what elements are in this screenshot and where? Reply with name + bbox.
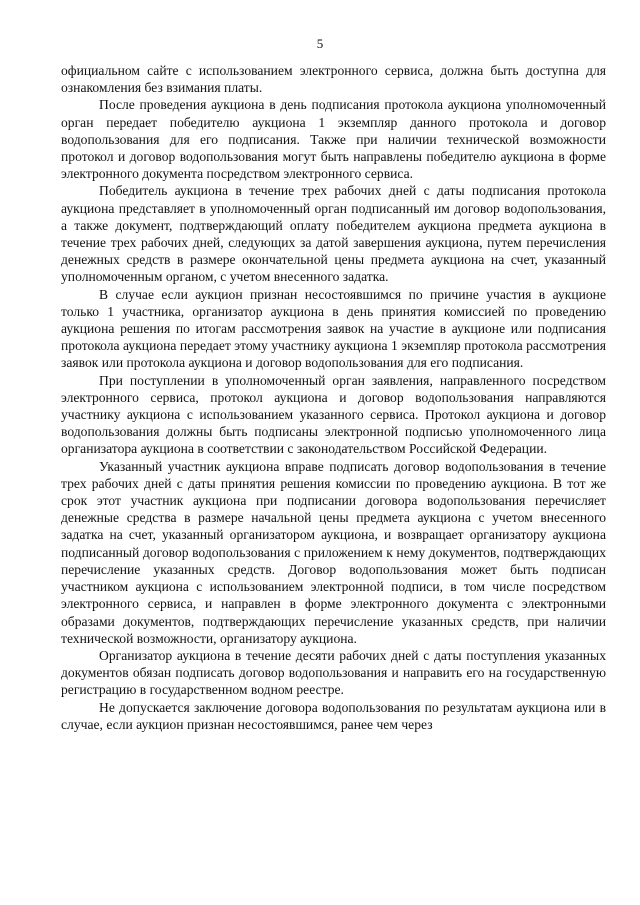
page-number: 5 — [316, 36, 324, 51]
paragraph-restriction: Не допускается заключение договора водопользования по результатам аукциона или в случае, если аукцион признан несостоявшимся, ранее чем через — [61, 699, 606, 732]
paragraph-winner-obligations: Победитель аукциона в течение трех рабочих дней с даты подписания протокола аукциона представляет в уполномоченный орган подписанный им договор водопользования, а также документ, подтверждающий оплату победителем аукциона предмета аукциона в течение трех рабочих дней, следующих за датой завершения аукциона, путем перечисления денежных средств в размере окончательной цены предмета аукциона на счет, указанный уполномоченным органом, с учетом внесенного задатка. — [61, 183, 606, 285]
paragraph-continuation: официальном сайте с использованием электронного сервиса, должна быть доступна для ознакомления без взимания платы. — [61, 63, 606, 96]
paragraph-participant-signing: Указанный участник аукциона вправе подписать договор водопользования в течение трех рабочих дней с даты принятия решения комиссии по проведению аукциона. В тот же срок этот участник аукциона при подписании договора водопользования перечисляет денежные средства в размере начальной цены предмета аукциона с учетом внесенного задатка на счет, указанный организатором аукциона, и возвращает организатору аукциона подписанный договор водопользования с приложением к нему документов, подтверждающих перечисление указанных средств. Договор водопользования может быть подписан участником аукциона с использованием электронной подписи, в том числе посредством электронного сервиса, и направлен в форме электронного документа с электронными образами документов, подтверждающих перечисление указанных средств, при наличии технической возможности, организатору аукциона. — [61, 458, 606, 646]
paragraph-single-participant: В случае если аукцион признан несостоявшимся по причине участия в аукционе только 1 участника, организатор аукциона в день принятия комиссией по проведению аукциона решения по итогам рассмотрения заявок на участие в аукционе или подписания протокола аукциона передает этому участнику аукциона 1 экземпляр протокола рассмотрения заявок или протокола аукциона и договор водопользования для его подписания. — [61, 286, 606, 371]
paragraph-electronic-submission: При поступлении в уполномоченный орган заявления, направленного посредством электронного сервиса, протокол аукциона и договор водопользования направляются участнику аукциона с использованием указанного сервиса. Протокол аукциона и договор водопользования должны быть подписаны электронной подписью уполномоченного лица организатора аукциона в соответствии с законодательством Российской Федерации. — [61, 372, 606, 457]
paragraph-protocol-transfer: После проведения аукциона в день подписания протокола аукциона уполномоченный орган передает победителю аукциона 1 экземпляр данного протокола и договор водопользования для его подписания. Также при наличии технической возможности протокол и договор водопользования могут быть направлены победителю аукциона в форме электронного документа посредством электронного сервиса. — [61, 97, 606, 182]
document-body — [61, 62, 606, 733]
paragraph-organizer-registration: Организатор аукциона в течение десяти рабочих дней с даты поступления указанных документов обязан подписать договор водопользования и направить его на государственную регистрацию в государственном водном реестре. — [61, 647, 606, 698]
